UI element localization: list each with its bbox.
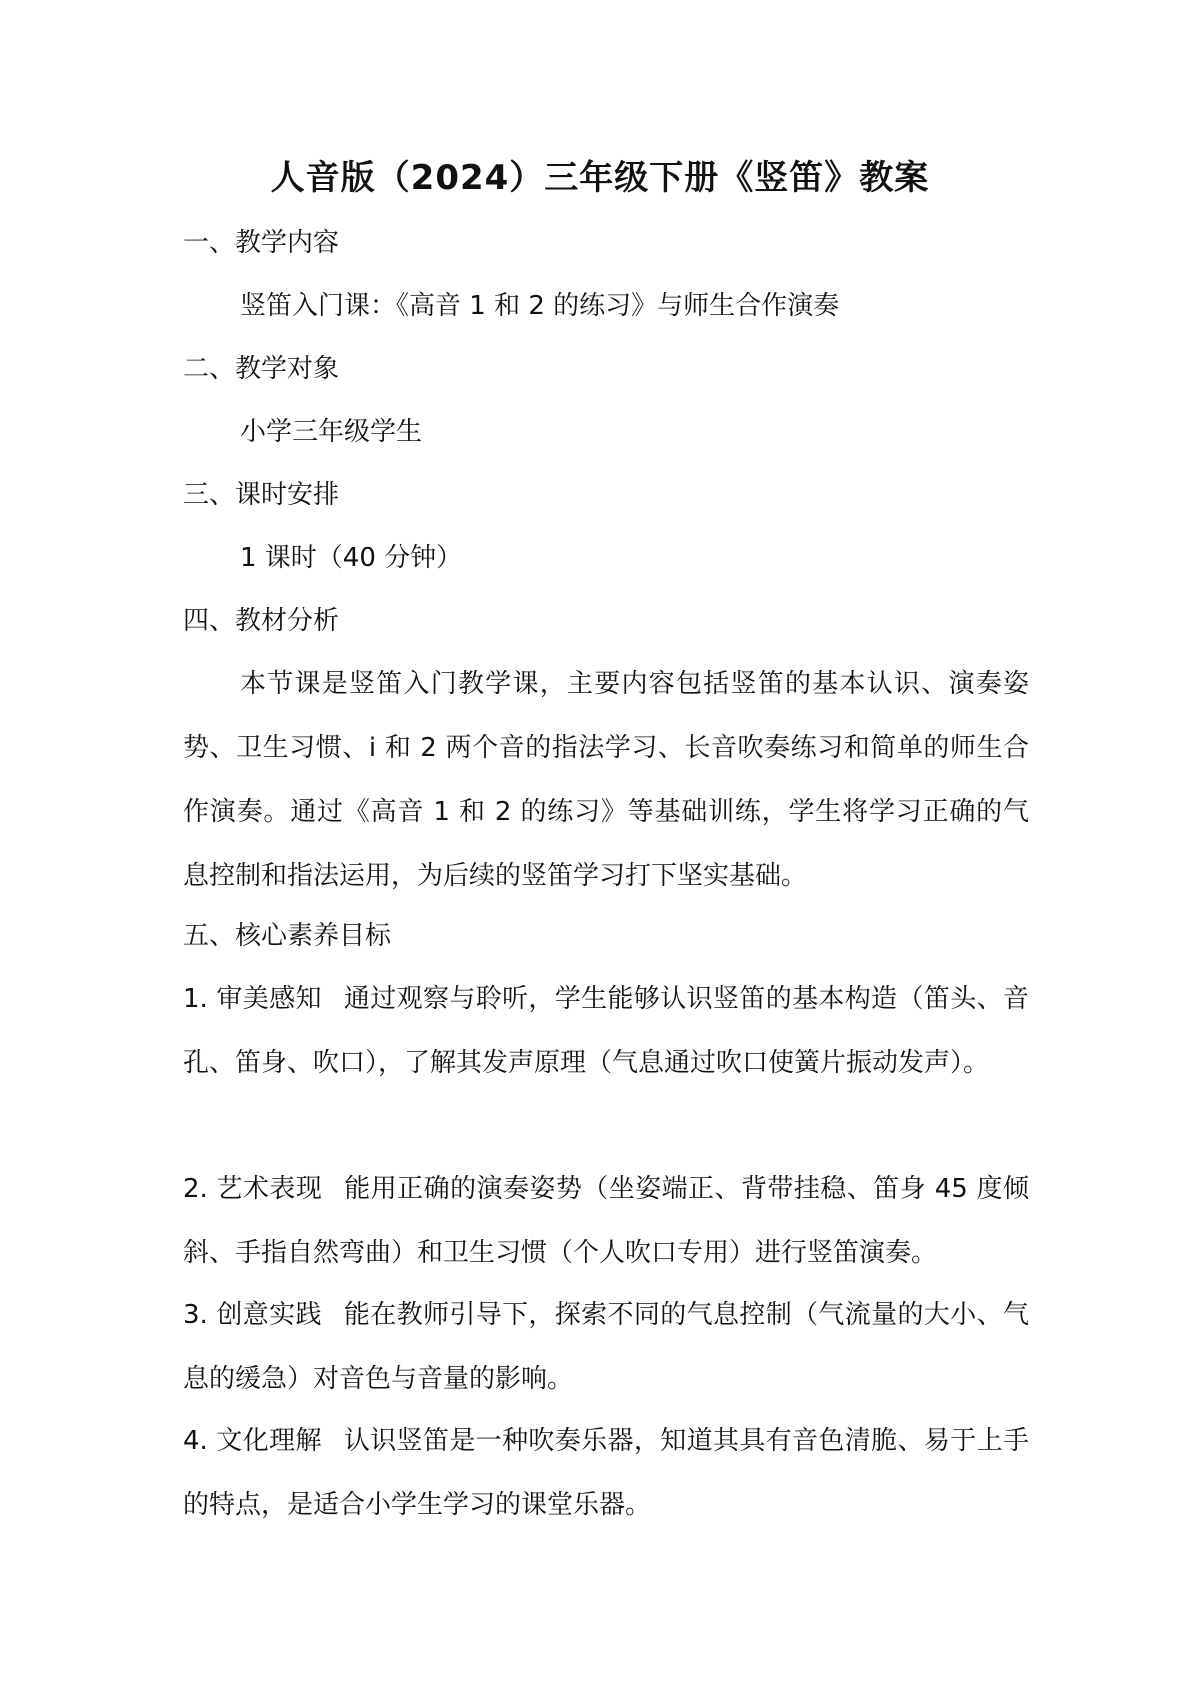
goal-item [183, 1157, 1029, 1285]
section-heading-content: 一、教学内容 [183, 228, 340, 258]
goal-label: 4. 文化理解 [183, 1426, 322, 1456]
section-heading-schedule: 三、课时安排 [183, 480, 340, 510]
goal-label: 3. 创意实践 [183, 1300, 322, 1330]
section-body-schedule: 1 课时（40 分钟） [240, 543, 463, 573]
goal-item [183, 1409, 1029, 1537]
goal-label: 1. 审美感知 [183, 984, 322, 1014]
goal-text: 认识竖笛是一种吹奏乐器，知道其具有音色清脆、易于上手的特点，是适合小学生学习的课堂乐器。 [183, 1426, 1029, 1520]
section-heading-goals: 五、核心素养目标 [183, 921, 392, 951]
goal-label: 2. 艺术表现 [183, 1174, 323, 1204]
goal-text: 能用正确的演奏姿势（坐姿端正、背带挂稳、笛身 45 度倾斜、手指自然弯曲）和卫生习惯（个人吹口专用）进行竖笛演奏。 [183, 1174, 1029, 1268]
section-body-analysis: 本节课是竖笛入门教学课，主要内容包括竖笛的基本认识、演奏姿势、卫生习惯、i 和 2 两个音的指法学习、长音吹奏练习和简单的师生合作演奏。通过《高音 1 和 2 的练习》等基础训练，学生将学习正确的气息控制和指法运用，为后续的竖笛学习打下坚实基础。 [183, 669, 1029, 891]
section-heading-audience: 二、教学对象 [183, 354, 340, 384]
section-heading-analysis: 四、教材分析 [183, 606, 340, 636]
goal-text: 能在教师引导下，探索不同的气息控制（气流量的大小、气息的缓急）对音色与音量的影响。 [183, 1300, 1029, 1394]
section-body-content: 竖笛入门课：《高音 1 和 2 的练习》与师生合作演奏 [240, 291, 840, 321]
section-body-audience: 小学三年级学生 [240, 417, 423, 447]
goal-item [183, 967, 1029, 1095]
goal-item [183, 1283, 1029, 1411]
document-title: 人音版（2024）三年级下册《竖笛》教案 [270, 158, 930, 198]
goal-text: 通过观察与聆听，学生能够认识竖笛的基本构造（笛头、音孔、笛身、吹口），了解其发声原理（气息通过吹口使簧片振动发声）。 [183, 984, 1029, 1078]
